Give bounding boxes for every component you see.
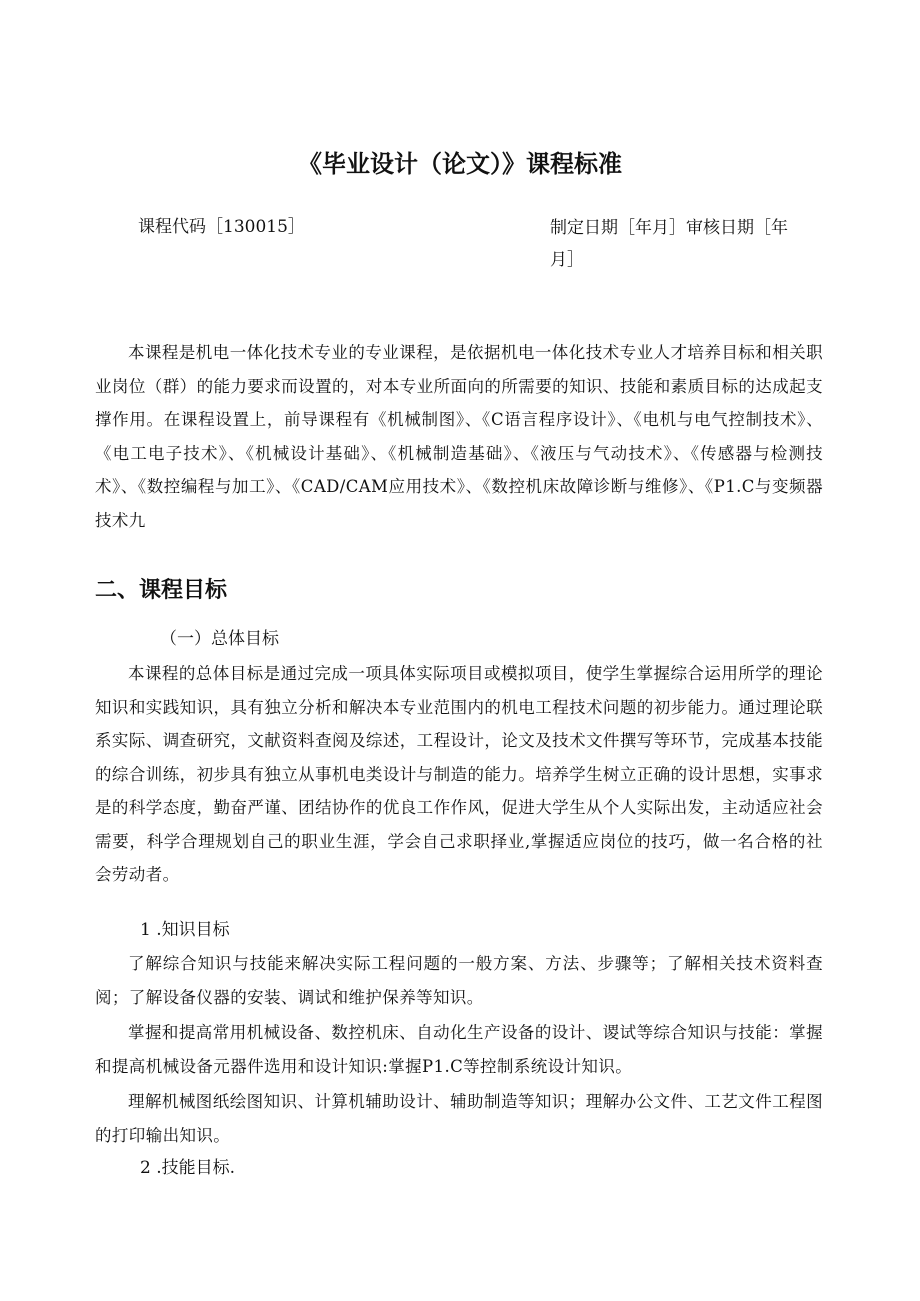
subsection-heading-overall-goals: （一）总体目标 [160, 629, 279, 649]
overall-goals-paragraph: 本课程的总体目标是通过完成一项具体实际项目或模拟项目，使学生掌握综合运用所学的理论知识和实践知识，具有独立分析和解决本专业范围内的机电工程技术问题的初步能力。通过理论联系实际、调查研究，文献资料查阅及综述，工程设计，论文及技术文件撰写等环节，完成基本技能的综合训练，初步具有独立从事机电类设计与制造的能力。培养学生树立正确的设计思想，实事求是的科学态度，勤奋严谨、团结协作的优良工作作风，促进大学生从个人实际出发，主动适应社会需要，科学合理规划自己的职业生涯，学会自己求职择业,掌握适应岗位的技巧，做一名合格的社会劳动者。 [95, 664, 823, 884]
knowledge-paragraph-2: 掌握和提高常用机械设备、数控机床、自动化生产设备的设计、谡试等综合知识与技能：掌握和提高机械设备元器件选用和设计知识:掌握P1.C等控制系统设计知识。 [95, 1023, 823, 1076]
document-title: 《毕业设计（论文）》课程标准 [298, 150, 622, 178]
section-heading-course-goals: 二、课程目标 [95, 578, 228, 603]
subsection-heading-knowledge-goals: 1 .知识目标 [140, 920, 230, 940]
knowledge-paragraph-1: 了解综合知识与技能来解决实际工程问题的一般方案、方法、步骤等；了解相关技术资料查阅；了解设备仪器的安装、调试和维护保养等知识。 [95, 954, 823, 1007]
document-dates: 制定日期［年月］审核日期［年月］ [550, 218, 788, 270]
subsection-heading-skill-goals: 2 .技能目标. [140, 1158, 236, 1178]
course-code: 课程代码［130015］ [138, 217, 305, 237]
knowledge-paragraph-3: 理解机械图纸绘图知识、计算机辅助设计、辅助制造等知识；理解办公文件、工艺文件工程图的打印输出知识。 [95, 1092, 823, 1145]
intro-paragraph: 本课程是机电一体化技术专业的专业课程，是依据机电一体化技术专业人才培养目标和相关职业岗位（群）的能力要求而设置的，对本专业所面向的所需要的知识、技能和素质目标的达成起支撑作用。在课程设置上，前导课程有《机械制图》、《C语言程序设计》、《电机与电气控制技术》、《电工电子技术》、《机械设计基础》、《机械制造基础》、《液压与气动技术》、《传感器与检测技术》、《数控编程与加工》、《CAD/CAM应用技术》、《数控机床故障诊断与维修》、《P1.C与变频器技术九 [95, 343, 823, 530]
